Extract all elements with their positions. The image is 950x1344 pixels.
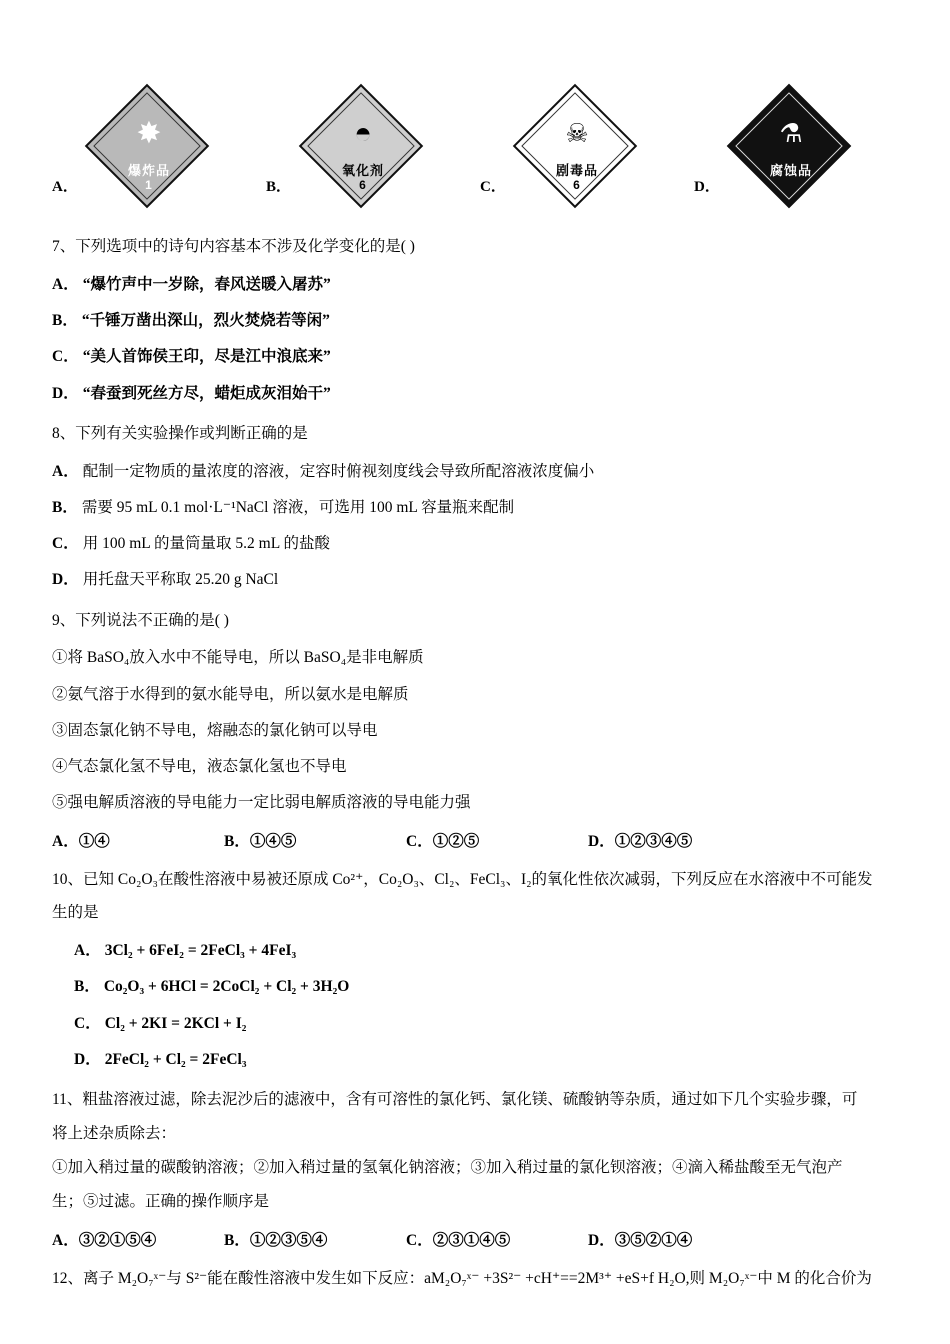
- question-11-answer-a: A．③②①⑤④: [52, 1232, 157, 1250]
- hazard-symbol-row: [52, 96, 908, 218]
- option-text: 2FeCl₂ + Cl₂ = 2FeCl₃: [104, 1050, 247, 1068]
- question-11-answer-c: C．②③①④⑤: [406, 1232, 511, 1250]
- hazard-diamond-oxidizer: [300, 96, 426, 218]
- question-9-answer-b: B．①④⑤: [224, 832, 297, 850]
- option-label: C．: [52, 348, 79, 366]
- option-label: D．: [74, 1050, 101, 1068]
- hazard-number-a: 1: [145, 178, 153, 192]
- option-label: A．: [52, 275, 79, 293]
- hazard-name-c: 剧毒品: [555, 163, 598, 178]
- hazard-option-c: [480, 96, 694, 218]
- explosion-icon: ✸: [136, 117, 162, 150]
- option-label: B．: [52, 498, 78, 516]
- question-7-option-c: [52, 345, 908, 368]
- option-text: 需要 95 mL 0.1 mol·L⁻¹NaCl 溶液，可选用 100 mL 容量瓶来配制: [81, 498, 515, 516]
- question-7-option-b: [52, 309, 908, 332]
- question-8-option-b: [52, 496, 908, 519]
- option-text: 用托盘天平称取 25.20 g NaCl: [82, 571, 279, 589]
- question-9-item-4: ④气态氯化氢不导电，液态氯化氢也不导电: [52, 758, 347, 776]
- question-11-stem: 11、粗盐溶液过滤，除去泥沙后的滤液中，含有可溶性的氯化钙、氯化镁、硫酸钠等杂质，通过如下几个实验步骤，可: [52, 1091, 858, 1109]
- option-label: D．: [52, 571, 79, 589]
- hazard-diamond-corrosive: [728, 96, 854, 218]
- flame-over-circle-icon: ◓: [353, 117, 373, 150]
- question-10-stem: 10、已知 Co₂O₃在酸性溶液中易被还原成 Co²⁺，Co₂O₃、Cl₂、FeCl₃、I₂的氧化性依次减弱，下列反应在水溶液中不可能发: [52, 870, 873, 888]
- option-label-b: B．: [266, 178, 292, 195]
- question-8-option-a: [52, 460, 908, 483]
- option-text: Co₂O₃ + 6HCl = 2CoCl₂ + Cl₂ + 3H₂O: [103, 978, 350, 996]
- question-9-answer-c: C．①②⑤: [406, 832, 480, 850]
- option-label-d: D．: [694, 178, 720, 195]
- option-label: C．: [52, 535, 79, 553]
- question-9-item-2: ②氨气溶于水得到的氨水能导电，所以氨水是电解质: [52, 685, 409, 703]
- page-content: [52, 0, 908, 1292]
- question-7-option-d: [52, 382, 908, 405]
- question-9-answer-d: D．①②③④⑤: [588, 832, 693, 850]
- question-8-option-c: [52, 532, 908, 555]
- hazard-option-a: [52, 96, 266, 218]
- option-text: 配制一定物质的量浓度的溶液，定容时俯视刻度线会导致所配溶液浓度偏小: [82, 462, 595, 480]
- question-9-item-1: ①将 BaSO₄放入水中不能导电，所以 BaSO₄是非电解质: [52, 649, 424, 667]
- option-label: D．: [52, 384, 79, 402]
- corrosion-icon: ⚗: [779, 119, 803, 148]
- question-10-option-d: [74, 1048, 908, 1071]
- hazard-option-b: [266, 96, 480, 218]
- question-10-option-a: [74, 939, 908, 962]
- option-label: B．: [74, 978, 100, 996]
- option-label-a: A．: [52, 178, 78, 195]
- question-11-steps-line2: 生；⑤过滤。正确的操作顺序是: [52, 1192, 270, 1210]
- option-text: “春蚕到死丝方尽，蜡炬成灰泪始干”: [82, 384, 331, 402]
- hazard-name-b: 氧化剂: [341, 163, 384, 178]
- question-7-stem: 7、下列选项中的诗句内容基本不涉及化学变化的是( ): [52, 238, 415, 255]
- question-12-stem: 12、离子 M₂O₇ˣ⁻与 S²⁻能在酸性溶液中发生如下反应：aM₂O₇ˣ⁻ +3S²⁻ +cH⁺==2M³⁺ +eS+f H₂O,则 M₂O₇ˣ⁻中 M 的化合价为: [52, 1270, 872, 1288]
- question-10-option-c: [74, 1012, 908, 1035]
- hazard-diamond-toxic: [514, 96, 640, 218]
- question-9-stem: 9、下列说法不正确的是( ): [52, 611, 229, 629]
- option-label: A．: [74, 942, 101, 960]
- option-text: Cl₂ + 2KI = 2KCl + I₂: [104, 1014, 247, 1032]
- question-8-option-d: [52, 568, 908, 591]
- question-8-stem: 8、下列有关实验操作或判断正确的是: [52, 424, 308, 442]
- option-label-c: C．: [480, 178, 506, 195]
- question-7-option-a: [52, 273, 908, 296]
- hazard-option-d: [694, 96, 908, 218]
- question-11-answer-b: B．①②③⑤④: [224, 1232, 328, 1250]
- hazard-name-a: 爆炸品: [127, 163, 170, 178]
- option-label: B．: [52, 312, 78, 330]
- option-text: “美人首饰侯王印，尽是江中浪底来”: [82, 348, 331, 366]
- skull-crossbones-icon: ☠: [565, 119, 589, 148]
- question-11-answers: [52, 1228, 908, 1250]
- question-11-answer-d: D．③⑤②①④: [588, 1232, 693, 1250]
- hazard-number-c: 6: [573, 178, 581, 192]
- question-10-option-b: [74, 975, 908, 998]
- question-9-item-5: ⑤强电解质溶液的导电能力一定比弱电解质溶液的导电能力强: [52, 794, 471, 812]
- option-text: “爆竹声中一岁除，春风送暖入屠苏”: [82, 275, 331, 293]
- hazard-number-b: 6: [359, 178, 367, 192]
- option-text: “千锤万凿出深山，烈火焚烧若等闲”: [81, 312, 330, 330]
- question-9-answers: [52, 829, 908, 851]
- option-label: C．: [74, 1014, 101, 1032]
- question-11-stem-line2: 将上述杂质除去：: [52, 1125, 177, 1143]
- question-11-steps-line1: ①加入稍过量的碳酸钠溶液；②加入稍过量的氢氧化钠溶液；③加入稍过量的氯化钡溶液；④滴入稀盐酸至无气泡产: [52, 1158, 843, 1176]
- option-text: 3Cl₂ + 6FeI₂ = 2FeCl₃ + 4FeI₃: [104, 942, 297, 960]
- question-9-item-3: ③固态氯化钠不导电，熔融态的氯化钠可以导电: [52, 721, 378, 739]
- question-9-answer-a: A．①④: [52, 832, 110, 850]
- hazard-diamond-explosive: [86, 96, 212, 218]
- option-text: 用 100 mL 的量筒量取 5.2 mL 的盐酸: [82, 535, 330, 553]
- hazard-name-d: 腐蚀品: [769, 163, 812, 178]
- option-label: A．: [52, 462, 79, 480]
- question-10-stem-line2: 生的是: [52, 904, 99, 922]
